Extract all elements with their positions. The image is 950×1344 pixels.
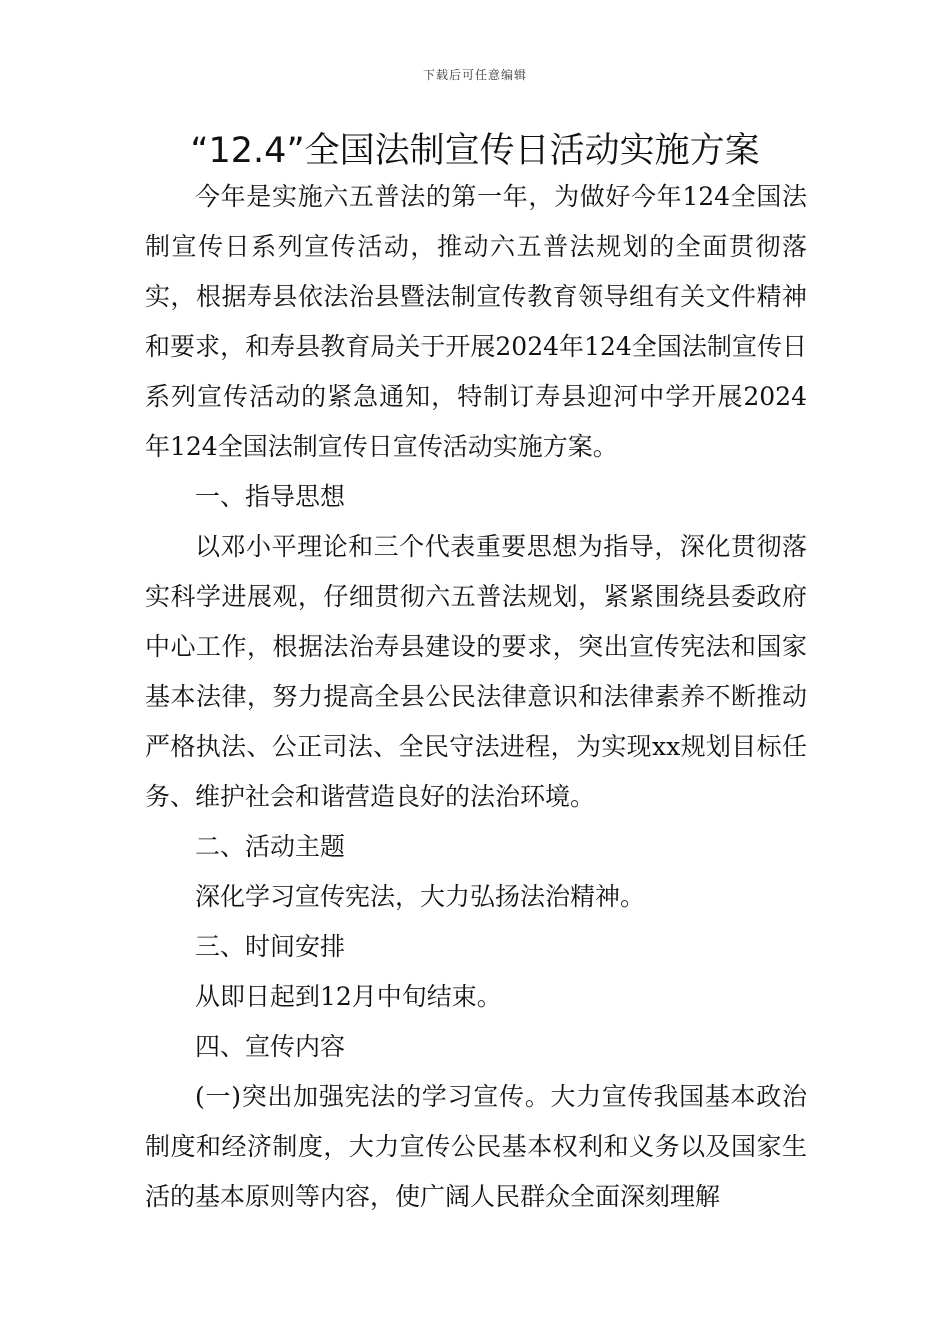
paragraph-guiding-ideology: 以邓小平理论和三个代表重要思想为指导，深化贯彻落实科学进展观，仔细贯彻六五普法规划，紧紧围绕县委政府中心工作，根据法治寿县建设的要求，突出宣传宪法和国家基本法律，努力提高全县公民法律意识和法律素养不断推动严格执法、公正司法、全民守法进程，为实现xx规划目标任务、维护社会和谐营造良好的法治环境。 bbox=[145, 532, 807, 811]
paragraph-activity-theme: 深化学习宣传宪法，大力弘扬法治精神。 bbox=[195, 882, 646, 911]
heading-activity-theme: 二、活动主题 bbox=[195, 832, 346, 861]
header-note: 下载后可任意编辑 bbox=[422, 68, 527, 82]
heading-publicity-content: 四、宣传内容 bbox=[195, 1032, 346, 1061]
heading-schedule: 三、时间安排 bbox=[195, 932, 346, 961]
paragraph-schedule: 从即日起到12月中旬结束。 bbox=[195, 982, 502, 1011]
document-body bbox=[145, 172, 807, 1222]
paragraph-publicity-content-1: (一)突出加强宪法的学习宣传。大力宣传我国基本政治制度和经济制度，大力宣传公民基本权利和义务以及国家生活的基本原则等内容，使广阔人民群众全面深刻理解 bbox=[145, 1082, 807, 1211]
document-title: “12.4”全国法制宣传日活动实施方案 bbox=[190, 131, 760, 171]
paragraph-intro: 今年是实施六五普法的第一年，为做好今年124全国法制宣传日系列宣传活动，推动六五普法规划的全面贯彻落实，根据寿县依法治县暨法制宣传教育领导组有关文件精神和要求，和寿县教育局关于开展2024年124全国法制宣传日系列宣传活动的紧急通知，特制订寿县迎河中学开展2024年124全国法制宣传日宣传活动实施方案。 bbox=[145, 182, 807, 461]
heading-guiding-ideology: 一、指导思想 bbox=[195, 482, 346, 511]
